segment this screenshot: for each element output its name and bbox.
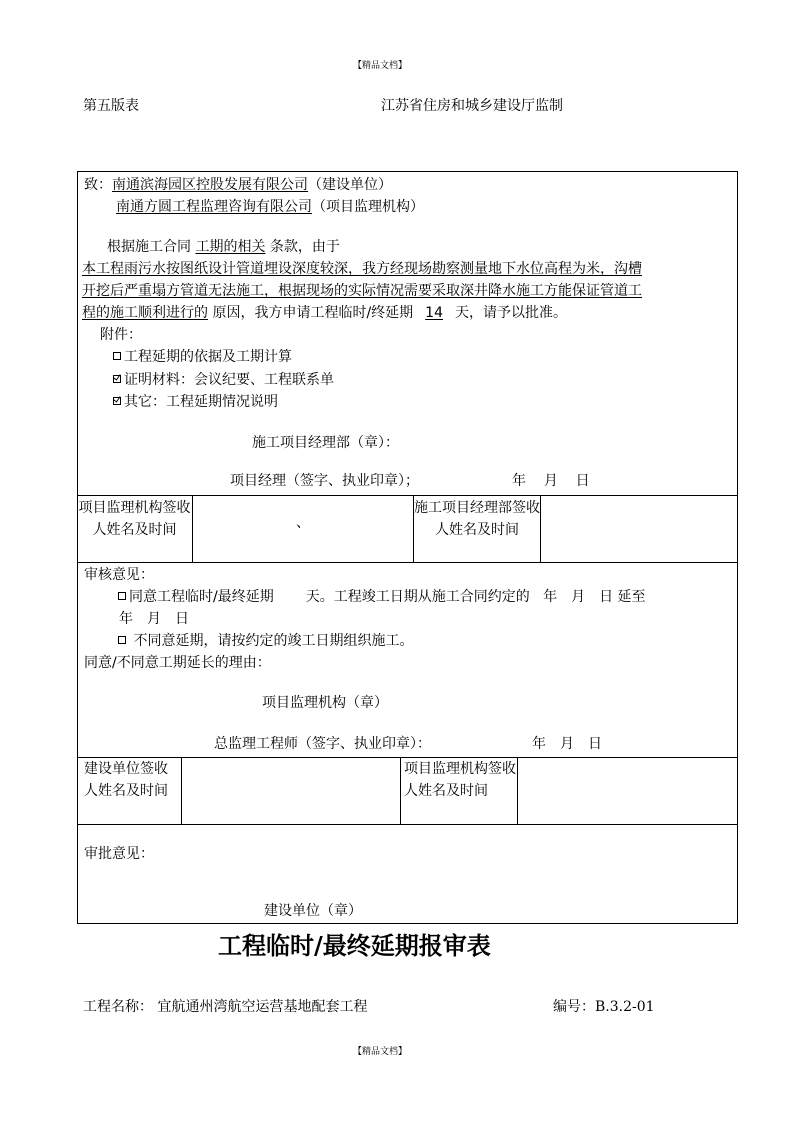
supervisor-role: （项目监理机构） [312,199,424,215]
supervisor-name: 南通方圆工程监理咨询有限公司 [116,199,312,215]
clause-prefix: 根据施工合同 [107,239,191,255]
agree-ymd: 年 月 日 延至 [543,589,646,605]
addressee-line-1 [84,174,392,196]
reason-line-3-text: 程的施工顺利进行的 [82,305,208,321]
client-name: 南通滨海园区控股发展有限公司 [112,177,308,193]
watermark-bottom: 【精品文档】 [353,1047,408,1057]
issuer-label: 江苏省住房和城乡建设厅监制 [381,98,563,114]
divider [77,824,738,825]
agree-checkbox[interactable] [118,592,126,600]
agree-ymd-2: 年 月 日 [119,611,189,627]
date-year: 年 [512,473,526,489]
chief-sign: 总监理工程师（签字、执业印章）： [214,736,431,752]
org-stamp: 项目监理机构（章） [262,695,388,711]
number-label: 编号： [553,999,595,1015]
form-number: B.3.2-01 [595,999,655,1015]
reason-line-2: 开挖后严重塌方管道无法施工，根据现场的实际情况需要采取深井降水施工方能保证管道工 [82,283,642,299]
client-stamp: 建设单位（章） [264,903,362,919]
clause-value: 工期的相关 [195,239,266,255]
attachment-item [113,391,278,413]
divider [540,495,541,562]
approval-label: 审批意见： [84,846,154,862]
reason-label: 同意/不同意工期延长的理由： [84,655,271,671]
delay-days: 14 [425,305,443,321]
divider [181,757,182,824]
reason-tail-prefix: 原因，我方申请工程临时/终延期 [212,305,414,321]
attachment-checkbox[interactable] [113,397,121,405]
clause-suffix: 条款，由于 [269,239,340,255]
review-label: 审核意见： [84,567,154,583]
clause-line [107,236,340,258]
addressee-line-2 [116,196,424,218]
attachment-label: 工程延期的依据及工期计算 [124,349,292,365]
receipt1-right-label: 施工项目经理部签收人姓名及时间 [414,500,540,538]
reason-tail-suffix: 天，请予以批准。 [455,305,567,321]
form-title: 工程临时/最终延期报审表 [218,931,491,960]
divider [517,757,518,824]
attachments-label: 附件： [100,327,142,343]
attachment-item [113,346,292,368]
project-line [83,997,367,1017]
date-month: 月 [543,473,558,489]
attachment-label: 证明材料：会议纪要、工程联系单 [124,372,334,388]
disagree-text: 不同意延期，请按约定的竣工日期组织施工。 [133,633,414,649]
project-label: 工程名称： [83,999,153,1015]
attachment-item [113,369,334,391]
project-name: 宜航通州湾航空运营基地配套工程 [157,999,368,1015]
date-day: 日 [575,473,590,489]
agree-line [118,586,646,608]
watermark-top: 【精品文档】 [353,61,408,71]
disagree-line [118,630,413,652]
section2-date: 年 月 日 [532,736,602,752]
number-line [553,997,655,1017]
reason-line-3 [82,302,567,324]
agree-text: 同意工程临时/最终延期 [129,589,274,605]
to-prefix: 致： [84,177,112,193]
agree-text-2: 天。工程竣工日期从施工合同约定的 [305,589,530,605]
manager-sign: 项目经理（签字、执业印章）； [230,473,419,489]
attachment-checkbox[interactable] [113,352,121,360]
receipt1-left-value[interactable]: 、 [296,515,310,531]
divider [77,495,738,496]
divider [77,562,738,563]
receipt2-right-label: 项目监理机构签收人姓名及时间 [404,761,516,799]
divider [400,757,401,824]
edition-label: 第五版表 [83,98,139,114]
disagree-checkbox[interactable] [118,636,126,644]
reason-line-1: 本工程雨污水按图纸设计管道埋设深度较深，我方经现场勘察测量地下水位高程为米，沟槽 [82,261,642,277]
attachment-label: 其它：工程延期情况说明 [124,394,278,410]
receipt1-left-label: 项目监理机构签收人姓名及时间 [78,500,191,538]
section1-date [512,470,590,492]
attachment-checkbox[interactable] [113,375,121,383]
receipt2-left-label: 建设单位签收人姓名及时间 [84,761,168,799]
client-role: （建设单位） [308,177,392,193]
dept-stamp: 施工项目经理部（章）： [252,435,399,451]
